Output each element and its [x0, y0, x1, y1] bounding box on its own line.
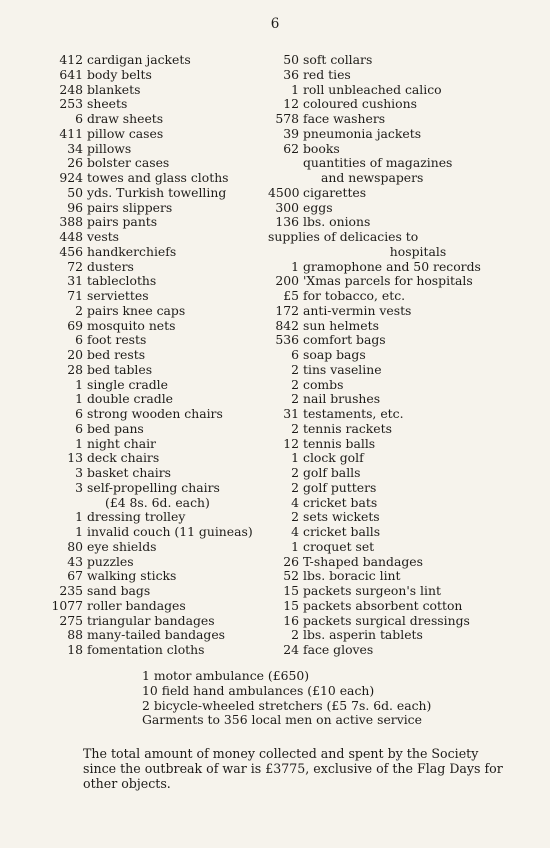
item-row	[268, 614, 530, 629]
item-text: deck chairs	[87, 450, 160, 466]
item-text: for tobacco, etc.	[303, 288, 406, 303]
item-row	[268, 466, 530, 481]
item-text: (£4 8s. 6d. each)	[105, 494, 210, 510]
item-text: many-tailed bandages	[87, 627, 226, 643]
item-text: strong wooden chairs	[87, 406, 223, 421]
item-row	[268, 319, 530, 334]
item-text: sheets	[87, 96, 128, 112]
item-quantity: 15	[283, 597, 299, 613]
item-row	[40, 599, 280, 614]
item-row	[268, 584, 530, 599]
item-quantity: 67	[67, 568, 83, 584]
item-text: triangular bandages	[87, 612, 215, 628]
item-quantity: 136	[275, 214, 299, 230]
item-quantity: 2	[291, 479, 299, 495]
item-quantity: 12	[283, 435, 299, 451]
item-quantity: 2	[291, 391, 299, 407]
item-quantity: 2	[291, 509, 299, 525]
item-row	[40, 510, 280, 525]
item-row	[40, 53, 280, 68]
item-quantity: 16	[283, 612, 299, 628]
item-row	[40, 245, 280, 260]
item-quantity: 253	[59, 96, 83, 112]
item-row	[268, 215, 530, 230]
item-quantity: 1	[291, 538, 299, 554]
item-text: golf putters	[303, 479, 377, 495]
item-row	[40, 628, 280, 643]
item-quantity: 6	[75, 406, 83, 421]
item-row	[268, 407, 530, 422]
item-row	[40, 643, 280, 658]
item-quantity: 31	[67, 273, 83, 289]
item-row	[40, 496, 280, 511]
item-quantity: 28	[67, 361, 83, 377]
item-quantity: 43	[67, 553, 83, 569]
item-quantity: 448	[59, 229, 83, 244]
item-text: anti-vermin vests	[303, 302, 412, 318]
item-quantity: 2	[291, 376, 299, 392]
item-text: lbs. onions	[303, 214, 371, 230]
item-text: bolster cases	[87, 155, 170, 171]
item-row	[40, 333, 280, 348]
item-text: roll unbleached calico	[303, 81, 442, 97]
item-row	[268, 392, 530, 407]
item-row	[40, 584, 280, 599]
item-text: yds. Turkish towelling	[87, 184, 227, 200]
item-text: packets surgeon's lint	[303, 583, 441, 598]
summary-text: The total amount of money collected and spent by the Society since the outbreak of war is £3775, exclusive of the Flag Days for other objects.	[83, 746, 503, 791]
item-row	[40, 274, 280, 289]
item-row	[268, 510, 530, 525]
item-row	[40, 83, 280, 98]
bottom-list-item: 10 field hand ambulances (£10 each)	[142, 682, 375, 698]
item-text: croquet set	[303, 538, 375, 554]
item-row	[268, 274, 530, 289]
item-text: combs	[303, 376, 344, 392]
bottom-list-item: Garments to 356 local men on active service	[142, 712, 422, 728]
item-quantity: 50	[283, 52, 299, 67]
item-text: invalid couch (11 guineas)	[87, 524, 253, 539]
item-text: pillows	[87, 140, 132, 156]
item-quantity: 235	[59, 583, 83, 598]
item-row	[40, 422, 280, 437]
item-quantity: 52	[283, 568, 299, 584]
item-row	[40, 289, 280, 304]
item-row	[268, 112, 530, 127]
item-text: T-shaped bandages	[303, 553, 423, 569]
item-row	[268, 304, 530, 319]
item-text: blankets	[87, 81, 141, 97]
item-row	[40, 215, 280, 230]
item-quantity: 1	[75, 524, 83, 539]
item-quantity: 2	[291, 465, 299, 480]
item-quantity: 924	[59, 170, 83, 185]
item-text: body belts	[87, 66, 152, 82]
item-row	[40, 156, 280, 171]
item-text: foot rests	[87, 332, 147, 348]
item-text: face washers	[303, 111, 386, 126]
item-row	[268, 289, 530, 304]
bottom-list-item: 1 motor ambulance (£650)	[142, 668, 310, 683]
item-text: serviettes	[87, 288, 149, 303]
item-row	[40, 127, 280, 142]
item-row	[40, 525, 280, 540]
item-quantity: £5	[283, 288, 299, 303]
item-text: cigarettes	[303, 184, 367, 200]
item-row	[268, 171, 530, 186]
item-row	[40, 437, 280, 452]
item-quantity: 578	[275, 111, 299, 126]
item-quantity: 20	[67, 347, 83, 362]
item-text: night chair	[87, 435, 156, 451]
item-text: tennis rackets	[303, 420, 392, 436]
item-row	[268, 555, 530, 570]
item-text: mosquito nets	[87, 317, 176, 333]
item-row	[268, 142, 530, 157]
item-text: coloured cushions	[303, 96, 417, 112]
item-row	[40, 304, 280, 319]
item-quantity: 3	[75, 479, 83, 495]
item-quantity: 456	[59, 243, 83, 259]
item-text: fomentation cloths	[87, 642, 205, 657]
item-row	[268, 260, 530, 275]
item-row	[40, 112, 280, 127]
item-row	[268, 569, 530, 584]
item-row	[40, 260, 280, 275]
item-quantity: 15	[283, 583, 299, 598]
item-row	[40, 569, 280, 584]
item-quantity: 24	[283, 642, 299, 657]
item-text: bed pans	[87, 420, 144, 436]
item-quantity: 1	[291, 258, 299, 274]
item-row	[268, 422, 530, 437]
item-quantity: 71	[67, 288, 83, 303]
item-row	[40, 363, 280, 378]
item-row	[268, 333, 530, 348]
item-text: gramophone and 50 records	[303, 258, 481, 274]
item-quantity: 2	[291, 420, 299, 436]
item-text: bed rests	[87, 347, 146, 362]
item-quantity: 641	[59, 66, 83, 82]
item-row	[268, 451, 530, 466]
item-quantity: 248	[59, 81, 83, 97]
item-text: walking sticks	[87, 568, 177, 584]
item-quantity: 34	[67, 140, 83, 156]
item-quantity: 172	[275, 302, 299, 318]
item-row	[268, 83, 530, 98]
item-quantity: 13	[67, 450, 83, 466]
item-text: red ties	[303, 66, 351, 82]
item-row	[40, 555, 280, 570]
item-quantity: 6	[75, 332, 83, 348]
item-row	[268, 378, 530, 393]
item-text: tennis balls	[303, 435, 376, 451]
item-row	[40, 540, 280, 555]
item-row	[268, 230, 530, 245]
item-quantity: 1	[75, 376, 83, 392]
item-row	[40, 171, 280, 186]
item-text: single cradle	[87, 376, 168, 392]
item-row	[268, 186, 530, 201]
item-text: soap bags	[303, 347, 366, 362]
item-text: packets surgical dressings	[303, 612, 470, 628]
item-text: handkerchiefs	[87, 243, 177, 259]
summary-paragraph	[83, 746, 508, 791]
item-row	[268, 628, 530, 643]
item-text: tablecloths	[87, 273, 157, 289]
bottom-item-list	[142, 669, 431, 728]
item-text: eye shields	[87, 538, 157, 554]
item-quantity: 275	[59, 612, 83, 628]
page-number: 6	[270, 16, 280, 32]
item-row	[268, 245, 530, 260]
item-text: packets absorbent cotton	[303, 597, 463, 613]
item-text: dusters	[87, 258, 134, 274]
item-row	[268, 53, 530, 68]
item-row	[40, 451, 280, 466]
item-quantity: 1	[75, 509, 83, 525]
item-quantity: 1	[75, 435, 83, 451]
item-quantity: 1	[291, 81, 299, 97]
item-text: dressing trolley	[87, 509, 186, 525]
item-text: pairs slippers	[87, 199, 173, 215]
item-quantity: 31	[283, 406, 299, 421]
item-text: golf balls	[303, 465, 361, 480]
item-row	[268, 363, 530, 378]
item-quantity: 69	[67, 317, 83, 333]
item-text: comfort bags	[303, 332, 386, 348]
item-text: sand bags	[87, 583, 151, 598]
item-quantity: 3	[75, 465, 83, 480]
item-row	[268, 437, 530, 452]
item-quantity: 842	[275, 317, 299, 333]
item-row	[40, 378, 280, 393]
item-text: self-propelling chairs	[87, 479, 220, 495]
item-quantity: 6	[75, 420, 83, 436]
item-quantity: 6	[291, 347, 299, 362]
item-quantity: 200	[275, 273, 299, 289]
item-quantity	[40, 496, 87, 511]
bottom-list-item: 2 bicycle-wheeled stretchers (£5 7s. 6d. each)	[142, 697, 432, 713]
right-item-column	[268, 53, 530, 658]
item-text: clock golf	[303, 450, 364, 466]
item-text: bed tables	[87, 361, 153, 377]
item-quantity: 26	[283, 553, 299, 569]
item-row	[40, 319, 280, 334]
item-row	[268, 540, 530, 555]
item-quantity: 1	[75, 391, 83, 407]
item-text: pairs knee caps	[87, 302, 186, 318]
item-text: hospitals	[389, 243, 447, 259]
item-row	[40, 201, 280, 216]
item-text: quantities of magazines	[303, 155, 453, 171]
item-text: nail brushes	[303, 391, 381, 407]
item-text: cricket bats	[303, 494, 378, 510]
item-text: 'Xmas parcels for hospitals	[303, 273, 473, 289]
item-quantity: 36	[283, 66, 299, 82]
item-text: double cradle	[87, 391, 174, 407]
item-quantity: 62	[283, 140, 299, 156]
item-quantity: 412	[59, 52, 83, 67]
item-row	[268, 525, 530, 540]
item-quantity: 2	[291, 627, 299, 643]
item-row	[268, 68, 530, 83]
item-quantity: 96	[67, 199, 83, 215]
item-text: puzzles	[87, 553, 134, 569]
item-quantity	[268, 171, 303, 186]
item-text: basket chairs	[87, 465, 171, 480]
item-quantity: 2	[291, 361, 299, 377]
item-row	[268, 127, 530, 142]
item-quantity: 4	[291, 524, 299, 539]
item-quantity: 2	[75, 302, 83, 318]
item-quantity: 1077	[51, 597, 83, 613]
item-text: books	[303, 140, 340, 156]
item-row	[40, 614, 280, 629]
item-text: cardigan jackets	[87, 52, 191, 67]
item-text: vests	[87, 229, 120, 244]
item-row	[40, 97, 280, 112]
item-text: face gloves	[303, 642, 374, 657]
item-row	[268, 97, 530, 112]
item-row	[268, 156, 530, 171]
item-text: testaments, etc.	[303, 406, 404, 421]
item-row	[268, 496, 530, 511]
item-quantity: 26	[67, 155, 83, 171]
item-row	[268, 348, 530, 363]
item-quantity: 18	[67, 642, 83, 657]
item-text: pneumonia jackets	[303, 125, 422, 141]
item-text: towes and glass cloths	[87, 170, 229, 185]
item-text: roller bandages	[87, 597, 186, 613]
item-text: sets wickets	[303, 509, 380, 525]
item-quantity	[268, 156, 303, 171]
item-row	[268, 599, 530, 614]
item-row	[268, 201, 530, 216]
item-quantity: 4500	[268, 184, 300, 200]
item-text: and newspapers	[321, 170, 424, 185]
item-row	[40, 392, 280, 407]
item-quantity: 411	[59, 125, 83, 141]
left-item-column	[40, 53, 280, 658]
item-text: cricket balls	[303, 524, 381, 539]
item-quantity: 300	[275, 199, 299, 215]
item-text: pairs pants	[87, 214, 158, 230]
item-text: lbs. boracic lint	[303, 568, 401, 584]
item-text: supplies of delicacies to	[268, 229, 419, 244]
item-quantity: 1	[291, 450, 299, 466]
item-row	[40, 186, 280, 201]
item-quantity: 72	[67, 258, 83, 274]
item-row	[40, 142, 280, 157]
item-row	[40, 68, 280, 83]
item-text: lbs. asperin tablets	[303, 627, 423, 643]
item-text: tins vaseline	[303, 361, 382, 377]
item-quantity: 88	[67, 627, 83, 643]
item-row	[40, 466, 280, 481]
item-row	[40, 348, 280, 363]
item-row	[40, 407, 280, 422]
item-text: draw sheets	[87, 111, 164, 126]
item-text: eggs	[303, 199, 333, 215]
item-text: soft collars	[303, 52, 373, 67]
item-quantity: 536	[275, 332, 299, 348]
item-text: pillow cases	[87, 125, 164, 141]
item-row	[268, 481, 530, 496]
item-text: sun helmets	[303, 317, 379, 333]
item-quantity: 80	[67, 538, 83, 554]
item-quantity: 12	[283, 96, 299, 112]
item-row	[268, 643, 530, 658]
item-quantity: 6	[75, 111, 83, 126]
item-row	[40, 481, 280, 496]
item-quantity: 388	[59, 214, 83, 230]
item-quantity: 50	[67, 184, 83, 200]
item-quantity: 39	[283, 125, 299, 141]
item-row	[40, 230, 280, 245]
item-quantity: 4	[291, 494, 299, 510]
